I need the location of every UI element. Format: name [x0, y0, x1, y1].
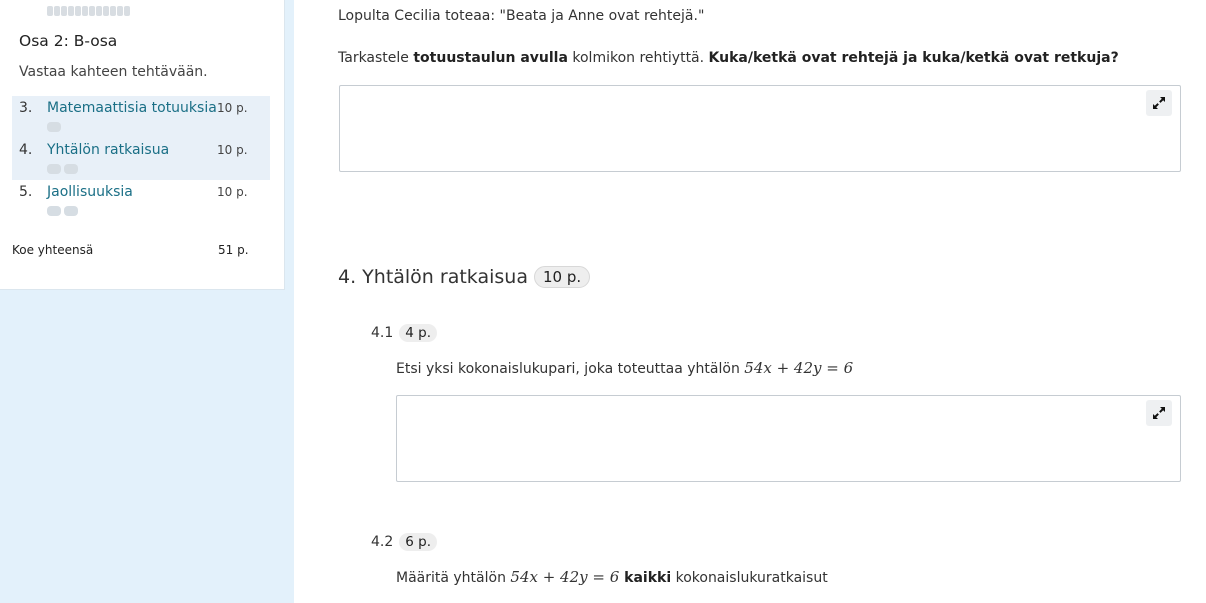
equation: 54x + 42y = 6: [744, 359, 854, 377]
subquestion-4-1-header: [371, 324, 437, 342]
sidebar-navigation: [0, 0, 285, 290]
expand-icon: [1151, 405, 1167, 421]
expand-button[interactable]: [1146, 400, 1172, 426]
question-points-badge: 10 p.: [534, 266, 590, 288]
section-title: Osa 2: B-osa: [19, 32, 118, 50]
sidebar-item-question-4[interactable]: [12, 138, 270, 180]
question-number: 5.: [19, 184, 33, 200]
question-3-statement: Lopulta Cecilia toteaa: "Beata ja Anne ovat rehtejä.": [338, 8, 705, 24]
question-points: 10 p.: [217, 185, 248, 199]
subquestion-4-2-header: [371, 533, 437, 551]
answer-box-4-1[interactable]: [396, 395, 1181, 482]
question-number: 3.: [19, 100, 33, 116]
question-4-title: 4. Yhtälön ratkaisua 10 p.: [338, 266, 590, 288]
question-link[interactable]: Yhtälön ratkaisua: [47, 142, 170, 158]
subquestion-number: 4.1: [371, 325, 394, 341]
subquestion-4-1-text: Etsi yksi kokonaislukupari, joka toteuttaa yhtälön 54x + 42y = 6: [396, 359, 854, 377]
answer-box-question-3[interactable]: [339, 85, 1181, 172]
question-link[interactable]: Matemaattisia totuuksia: [47, 100, 217, 116]
answer-status-pills: [47, 206, 78, 216]
subquestion-4-2-text: Määritä yhtälön 54x + 42y = 6 kaikki kokonaislukuratkaisut: [396, 568, 828, 586]
question-points: 10 p.: [217, 101, 248, 115]
expand-button[interactable]: [1146, 90, 1172, 116]
equation: 54x + 42y = 6: [510, 568, 620, 586]
subquestion-points-badge: 4 p.: [399, 324, 437, 342]
expand-icon: [1151, 95, 1167, 111]
progress-dots: [47, 6, 130, 16]
question-link[interactable]: Jaollisuuksia: [47, 184, 133, 200]
total-points: 51 p.: [218, 243, 249, 257]
question-3-instruction: Tarkastele totuustaulun avulla kolmikon rehtiyttä. Kuka/ketkä ovat rehtejä ja kuka/ketkä ovat retkuja?: [338, 50, 1119, 66]
section-description: Vastaa kahteen tehtävään.: [19, 64, 208, 80]
subquestion-number: 4.2: [371, 534, 394, 550]
subquestion-points-badge: 6 p.: [399, 533, 437, 551]
sidebar-item-question-3[interactable]: [12, 96, 270, 138]
sidebar-item-question-5[interactable]: [12, 180, 270, 222]
question-number: 4.: [19, 142, 33, 158]
answer-status-pills: [47, 122, 61, 132]
answer-status-pills: [47, 164, 78, 174]
question-points: 10 p.: [217, 143, 248, 157]
total-label: Koe yhteensä: [12, 243, 94, 257]
